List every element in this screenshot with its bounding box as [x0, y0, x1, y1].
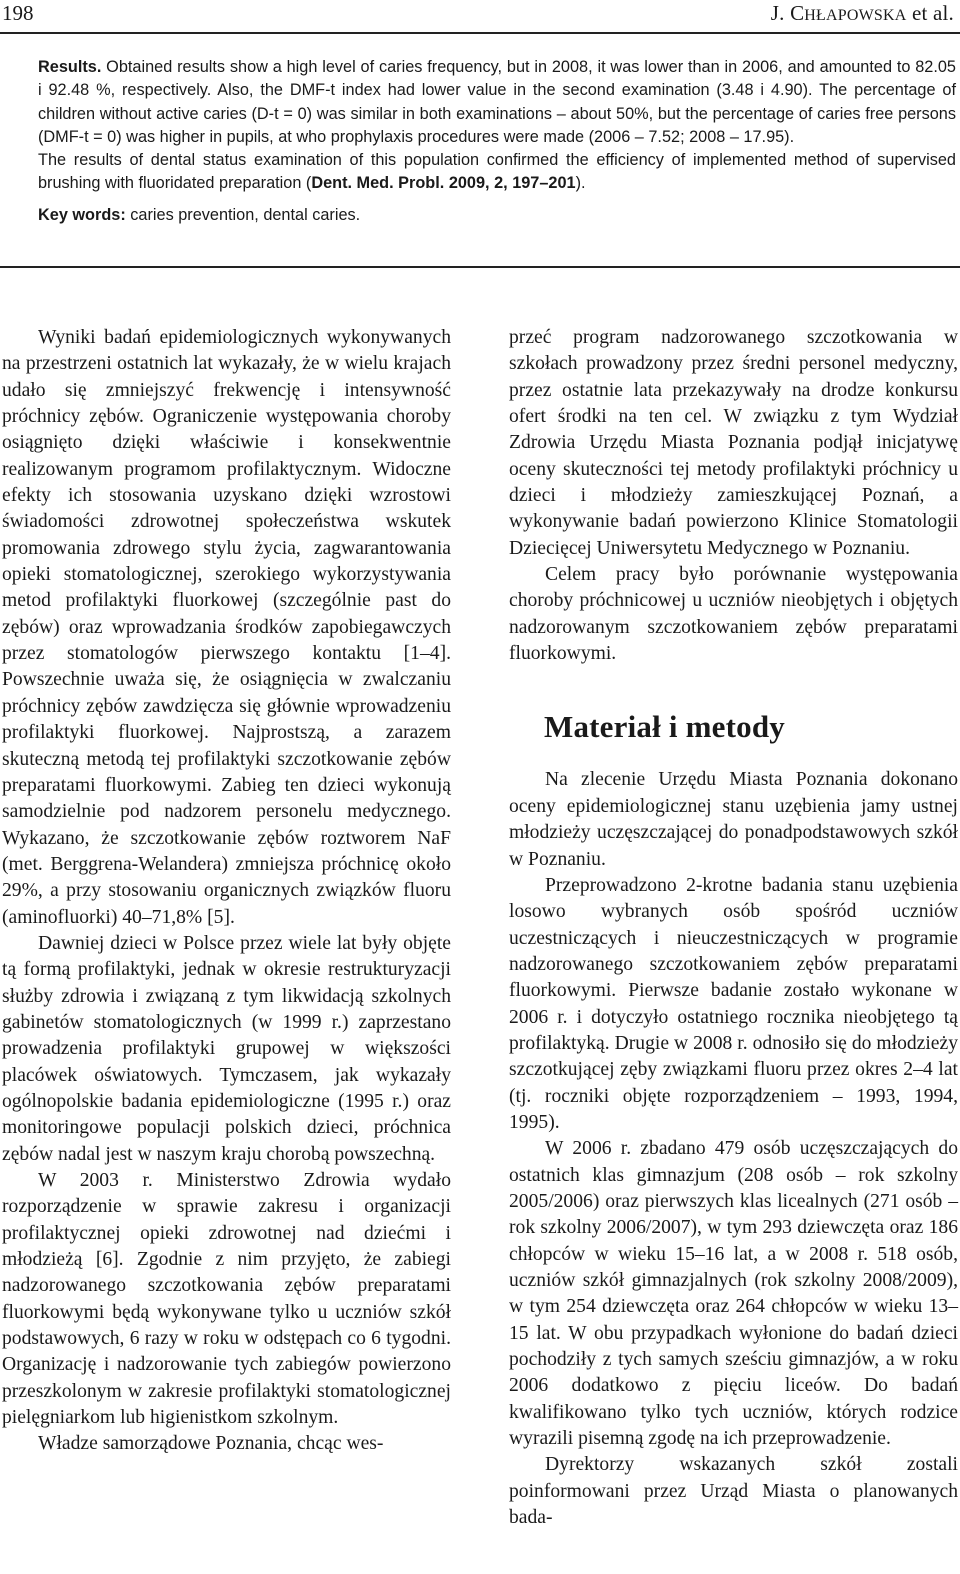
keywords: [38, 204, 956, 227]
paragraph: Dawniej dzieci w Polsce przez wiele lat były objęte tą formą profilaktyki, jednak w okresie restrukturyzacji służby zdrowia i związaną z tym likwidacją szkolnych gabinetów stomatologicznych (w 1999 r.) zaprzestano prowadzenia profilaktyki grupowej w większości placówek oświatowych. Tymczasem, jak wykazały ogólnopolskie badania epidemiologiczne (1995 r.) oraz monitoringowe populacji polskich dzieci, próchnica zębów nadal jest w naszym kraju chorobą powszechną.: [2, 932, 451, 1165]
results-label: Results.: [38, 58, 102, 76]
abstract-conclusion: [38, 149, 956, 196]
authors-surname: HŁAPOWSKA: [804, 7, 907, 24]
paragraph: Wyniki badań epidemiologicznych wykonywanych na przestrzeni ostatnich lat wykazały, że w wielu krajach udało się zmniejszyć frekwencję i intensywność próchnicy zębów. Ograniczenie występowania choroby osiągnięto dzięki właściwie i konsekwentnie realizowanym programom profilaktycznym. Widoczne efekty ich stosowania uzyskano dzięki wzrostowi świadomości zdrowotnej społeczeństwa wskutek promowania zdrowego stylu życia, zagwarantowania opieki stomatologicznej, szerokiego wykorzystywania metod profilaktyki fluorkowej (szczególnie past do zębów) oraz wprowadzania środków zapobiegawczych przez stomatologów pierwszego kontaktu [1–4]. Powszechnie uważa się, że osiągnięcia w zwalczaniu próchnicy zębów zawdzięcza się głównie wprowadzeniu profilaktyki fluorkowej. Najprostszą, a zarazem skuteczną metodą tej profilaktyki szczotkowanie zębów preparatami fluorkowymi. Zabieg ten dzieci wykonują samodzielnie pod nadzorem personelu medycznego. Wykazano, że szczotkowanie zębów roztworem NaF (met. Berggrena-Welandera) zmniejsza próchnicę około 29%, a przy stosowaniu organicznych związków fluoru (aminofluorki) 40–71,8% [5].: [2, 327, 451, 928]
citation: Dent. Med. Probl. 2009, 2, 197–201: [311, 174, 576, 193]
conclusion-text: The results of dental status examination of this population confirmed the efficiency of implemented method of supervised brushing with fluoridated preparation (: [38, 151, 956, 193]
citation-end: ).: [575, 174, 586, 193]
running-head-authors: [771, 0, 954, 29]
section-heading: Materiał i metody: [544, 709, 785, 745]
results-text: Obtained results show a high level of caries frequency, but in 2008, it was lower than in 2006, and amounted to 82.05 i 92.48 %, respectively. Also, the DMF-t index had lower value in the second examination (3.48 i 4.90). The percentage of children without active caries (D-t = 0) was similar in both examinations – about 50%, but the percentage of caries free persons (DMF-t = 0) was higher in pupils, at who prophylaxis procedures were made (2006 – 7.52; 2008 – 17.95).: [38, 58, 956, 146]
paragraph: Władze samorządowe Poznania, chcąc wes-: [38, 1433, 384, 1455]
right-column: [509, 325, 958, 1531]
left-column: [2, 325, 451, 1458]
authors-initial: J. C: [770, 1, 805, 25]
paragraph: W 2006 r. zbadano 479 osób uczęszczających do ostatnich klas gimnazjum (208 osób – rok szkolny 2005/2006) oraz pierwszych klas licealnych (271 osób – rok szkolny 2006/2007), w tym 293 dziewczęta oraz 186 chłopców w wieku 15–16 lat, a w 2008 r. 518 osób, uczniów szkół gimnazjalnych (rok szkolny 2008/2009), w tym 254 dziewczęta oraz 264 chłopców w wieku 13–15 lat. W obu przypadkach wyłonione do badań dzieci pochodziły z tych samych sześciu gimnazjów, a w roku 2006 dodatkowo z pięciu liceów. Do badań kwalifikowano tylko tych uczniów, których rodzice wyrazili pisemną zgodę na ich przeprowadzenie.: [509, 1138, 958, 1450]
header-rule: [0, 32, 960, 34]
paragraph: Na zlecenie Urzędu Miasta Poznania dokonano oceny epidemiologicznej stanu uzębienia jamy ustnej młodzieży uczęszczającej do ponadpodstawowych szkół w Poznaniu.: [509, 769, 958, 870]
abstract-rule: [0, 266, 960, 268]
paragraph: Przeprowadzono 2-krotne badania stanu uzębienia losowo wybranych osób spośród uczniów uczestniczących i nieuczestniczących w programie nadzorowanego szczotkowaniem zębów preparatami fluorkowymi. Pierwsze badanie zostało wykonane w 2006 r. i dotyczyło ostatniego rocznika nieobjętego tą profilaktyką. Drugie w 2008 r. odnosiło się do młodzieży szczotkującej zęby związkami fluoru przez okres 2–4 lat (tj. roczniki objęte rozporządzeniem – 1993, 1994, 1995).: [509, 874, 958, 1133]
paragraph-continued: przeć program nadzorowanego szczotkowania w szkołach prowadzony przez średni personel medyczny, przez ostatnie lata przekazywały na drodze konkursu ofert środki na ten cel. W związku z tym Wydział Zdrowia Urzędu Miasta Poznania podjął inicjatywę oceny skuteczności tej metody profilaktyki próchnicy u dzieci i młodzieży zamieszkującej Poznań, a wykonywanie badań powierzono Klinice Stomatologii Dziecięcej Uniwersytetu Medycznego w Poznaniu.: [509, 327, 958, 559]
keywords-label: Key words:: [38, 205, 126, 224]
paragraph: Dyrektorzy wskazanych szkół zostali poinformowani przez Urząd Miasta o planowanych bada-: [509, 1454, 958, 1529]
abstract: [38, 56, 956, 227]
page-number: 198: [2, 1, 34, 25]
authors-suffix: et al.: [906, 1, 954, 25]
abstract-results: [38, 56, 956, 149]
paragraph: Celem pracy było porównanie występowania choroby próchnicowej u uczniów nieobjętych i objętych nadzorowanym szczotkowaniem zębów preparatami fluorkowymi.: [509, 564, 958, 665]
keywords-text: caries prevention, dental caries.: [125, 205, 361, 224]
running-head: [0, 0, 960, 26]
paragraph: W 2003 r. Ministerstwo Zdrowia wydało rozporządzenie w sprawie zakresu i organizacji profilaktycznej opieki zdrowotnej nad dziećmi i młodzieżą [6]. Zgodnie z nim przyjęto, że zabiegi nadzorowanego szczotkowania zębów preparatami fluorkowymi będą wykonywane tylko u uczniów szkół podstawowych, 6 razy w roku w odstępach co 6 tygodni. Organizację i nadzorowanie tych zabiegów powierzono przeszkolonym w zakresie profilaktyki stomatologicznej pielęgniarkom lub higienistkom szkolnym.: [2, 1170, 451, 1429]
